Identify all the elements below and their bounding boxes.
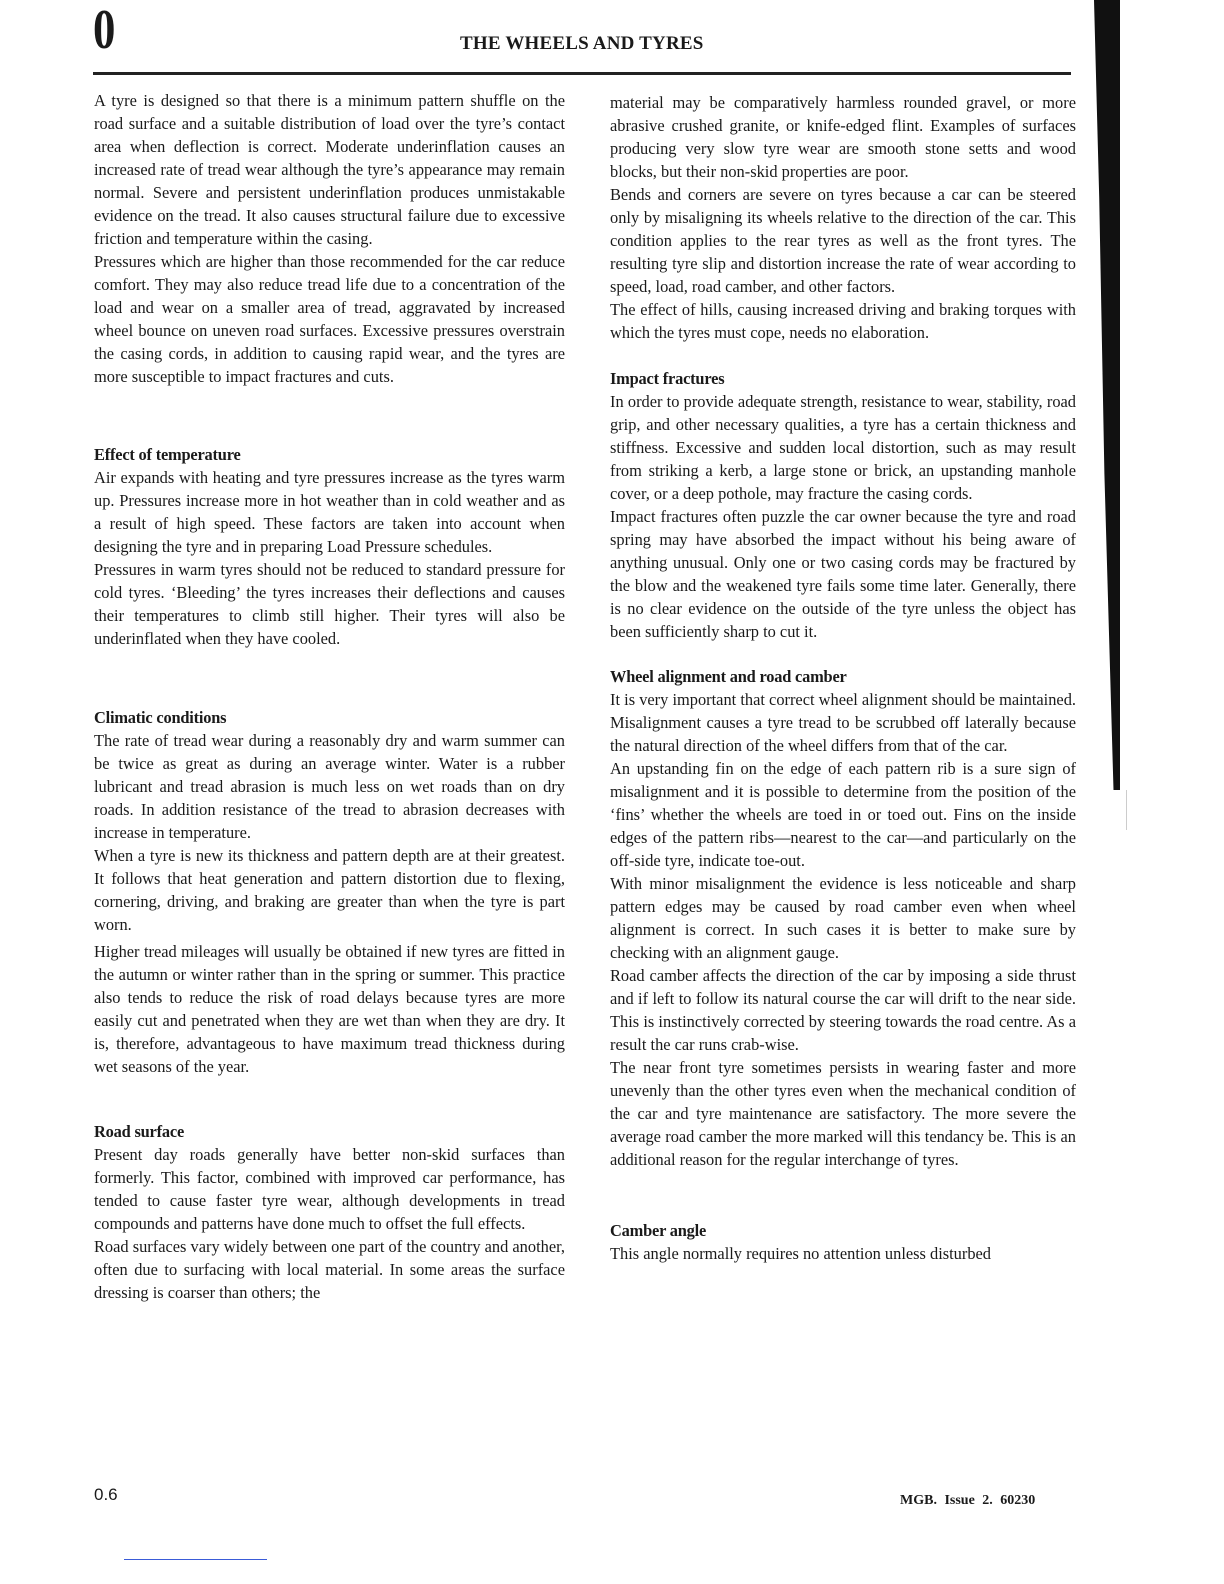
road-surface-cont-paragraph-2: Bends and corners are severe on tyres because a car can be steered only by misaligning its wheels relative to the direction of the car. This condition applies to the rear tyres as well as the front tyres. The resulting tyre slip and distortion increase the rate of wear according to speed, load, road camber, and other factors. [610,185,1076,296]
intro-paragraph-2: Pressures which are higher than those recommended for the car reduce comfort. They may also reduce tread life due to a concentration of the load and wear on a smaller area of tread, aggravated by increased wheel bounce on uneven road surfaces. Excessive pressures overstrain the casing cords, in addition to causing rapid wear, and the tyres are more susceptible to impact fractures and cuts. [94,252,565,386]
scan-edge-shadow [1094,0,1120,790]
section-mark: 0 [93,0,116,61]
footer-reference: MGB. Issue 2. 60230 [900,1493,1036,1508]
temperature-paragraph-1: Air expands with heating and tyre pressures increase as the tyres warm up. Pressures increase more in hot weather than in cold weather and as a result of high speed. These factors are taken into account when designing the tyre and in preparing Load Pressure schedules. [94,468,565,556]
left-column [94,89,565,1304]
road-surface-heading: Road surface [94,1122,185,1141]
temperature-paragraph-2: Pressures in warm tyres should not be reduced to standard pressure for cold tyres. ‘Bleeding’ the tyres increases their deflections and causes their temperatures to climb still higher. Their tyres will also be underinflated when they have cooled. [94,560,565,648]
intro-paragraph-1: A tyre is designed so that there is a minimum pattern shuffle on the road surface and a suitable distribution of load over the tyre’s contact area when deflection is correct. Moderate underinflation causes an increased rate of tread wear although the tyre’s appearance may remain normal. Severe and persistent underinflation produces unmistakable evidence on the tread. It also causes structural failure due to excessive friction and temperature within the casing. [94,91,565,248]
alignment-paragraph-5: The near front tyre sometimes persists in wearing faster and more unevenly than the other tyres even when the mechanical condition of the car and tyre maintenance are satisfactory. The more severe the average road camber the more marked will this tendancy be. This is an additional reason for the regular interchange of tyres. [610,1058,1076,1169]
spacer [94,650,565,706]
alignment-paragraph-4: Road camber affects the direction of the car by imposing a side thrust and if left to follow its natural course the car will drift to the near side. This is instinctively corrected by steering towards the road centre. As a result the car runs crab-wise. [610,966,1076,1054]
impact-paragraph-2: Impact fractures often puzzle the car owner because the tyre and road spring may have absorbed the impact without his being aware of anything unusual. Only one or two casing cords may be fractured by the blow and the weakened tyre fails some time later. Generally, there is no clear evidence on the outside of the tyre unless the object has been sufficiently sharp to cut it. [610,507,1076,641]
spacer [610,643,1076,665]
spacer [94,1078,565,1120]
alignment-paragraph-2: An upstanding fin on the edge of each pattern rib is a sure sign of misalignment and it is possible to determine from the position of the ‘fins’ whether the wheels are toed in or toed out. Fins on the inside edges of the pattern ribs—nearest to the car—and particularly on the off-side tyre, indicate toe-out. [610,759,1076,870]
bottom-link-line [124,1559,267,1560]
alignment-paragraph-1: It is very important that correct wheel alignment should be maintained. Misalignment causes a tyre tread to be scrubbed off laterally because the natural direction of the wheel differs from that of the car. [610,690,1076,755]
scan-edge-line [1126,790,1127,830]
camber-heading: Camber angle [610,1221,707,1240]
spacer [94,388,565,443]
climatic-paragraph-3: Higher tread mileages will usually be obtained if new tyres are fitted in the autumn or winter rather than in the spring or summer. This practice also tends to reduce the risk of road delays because tyres are more easily cut and penetrated when they are wet than when they are dry. It is, therefore, advantageous to have maximum tread thickness during wet seasons of the year. [94,942,565,1076]
climatic-paragraph-2: When a tyre is new its thickness and pattern depth are at their greatest. It follows that heat generation and pattern distortion due to flexing, cornering, driving, and braking are greater than when the tyre is part worn. [94,846,565,934]
page-title: THE WHEELS AND TYRES [460,33,704,54]
right-column [610,91,1076,1265]
impact-heading: Impact fractures [610,369,725,388]
climatic-heading: Climatic conditions [94,708,227,727]
spacer [610,344,1076,367]
alignment-paragraph-3: With minor misalignment the evidence is less noticeable and sharp pattern edges may be caused by road camber even when wheel alignment is correct. In such cases it is better to make sure by checking with an alignment gauge. [610,874,1076,962]
page-number: 0.6 [94,1485,118,1504]
camber-paragraph-1: This angle normally requires no attention unless disturbed [610,1244,992,1263]
road-surface-paragraph-2: Road surfaces vary widely between one part of the country and another, often due to surfacing with local material. In some areas the surface dressing is coarser than others; the [94,1237,565,1302]
road-surface-cont-paragraph-3: The effect of hills, causing increased driving and braking torques with which the tyres must cope, needs no elaboration. [610,300,1076,342]
temperature-heading: Effect of temperature [94,445,241,464]
impact-paragraph-1: In order to provide adequate strength, resistance to wear, stability, road grip, and other necessary qualities, a tyre has a certain thickness and stiffness. Excessive and sudden local distortion, such as may result from striking a kerb, a large stone or brick, an upstanding manhole cover, or a deep pothole, may fracture the casing cords. [610,392,1076,503]
road-surface-paragraph-1: Present day roads generally have better non-skid surfaces than formerly. This factor, combined with improved car performance, has tended to cause faster tyre wear, although developments in tread compounds and patterns have done much to offset the full effects. [94,1145,565,1233]
spacer [610,1171,1076,1219]
alignment-heading: Wheel alignment and road camber [610,667,847,686]
road-surface-cont-paragraph-1: material may be comparatively harmless rounded gravel, or more abrasive crushed granite, or knife-edged flint. Examples of surfaces producing very slow tyre wear are smooth stone setts and wood blocks, but their non-skid properties are poor. [610,93,1076,181]
header-rule [93,72,1071,75]
climatic-paragraph-1: The rate of tread wear during a reasonably dry and warm summer can be twice as great as during an average winter. Water is a rubber lubricant and tread abrasion is much less on wet roads than on dry roads. In addition resistance of the tread to abrasion decreases with increase in temperature. [94,731,565,842]
